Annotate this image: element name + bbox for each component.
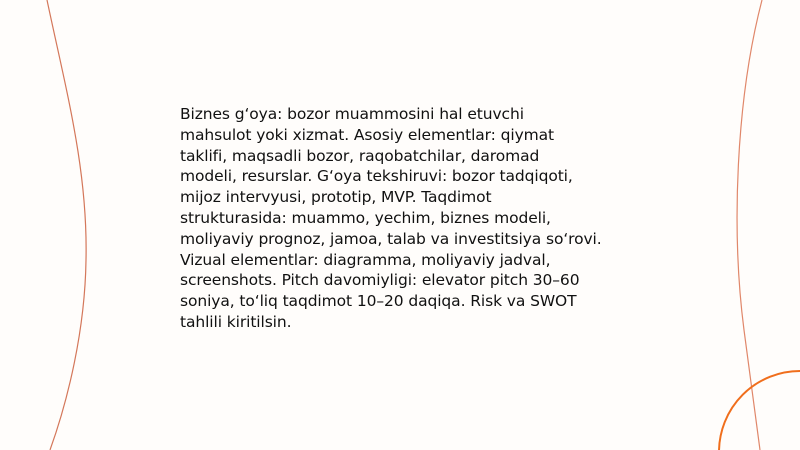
body-text: Biznes g‘oya: bozor muammosini hal etuvchi mahsulot yoki xizmat. Asosiy elementlar: qiymat taklifi, maqsadli bozor, raqobatchilar, daromad modeli, resurslar. G‘oya tekshiruvi: bozor tadqiqoti, mijoz intervyusi, prototip, MVP. Taqdimot strukturasida: muammo, yechim, biznes modeli, moliyaviy prognoz, jamoa, talab va investitsiya so‘rovi. Vizual elementlar: diagramma, moliyaviy jadval, screenshots. Pitch davomiyligi: elevator pitch 30–60 soniya, to‘liq taqdimot 10–20 daqiqa. Risk va SWOT tahlili kiritilsin. (180, 105, 602, 331)
left-arc-line (47, 0, 86, 450)
accent-circle (719, 371, 800, 450)
